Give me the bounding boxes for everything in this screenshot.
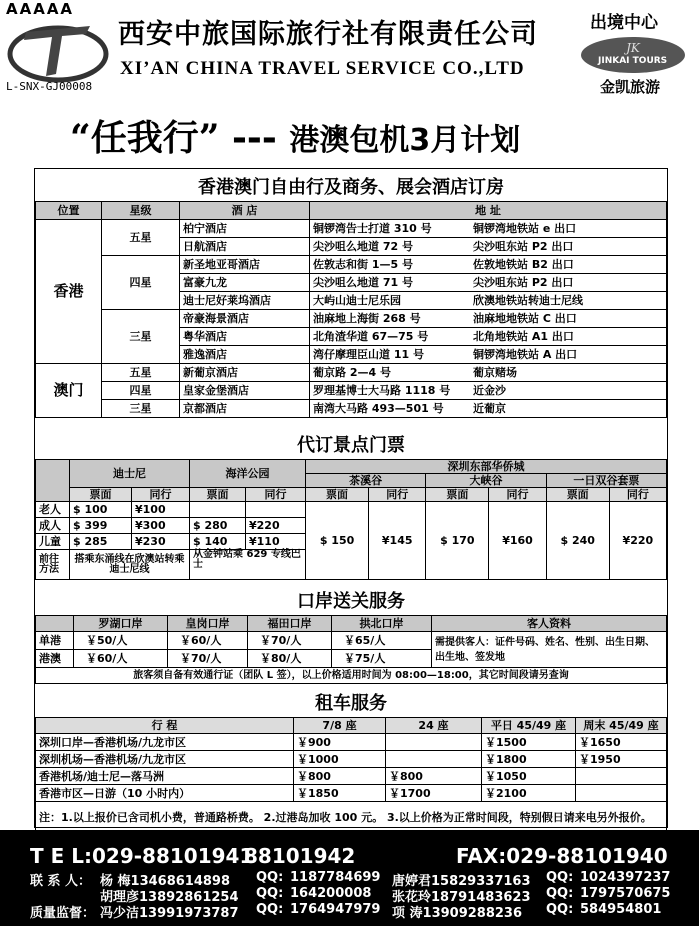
car-header: 周末 45/49 座 — [576, 718, 667, 734]
hotel-station: 葡京赌场 — [473, 366, 517, 379]
hotel-station: 欣澳地铁站转迪士尼线 — [473, 294, 583, 307]
col-peer: 同行 — [489, 488, 546, 502]
border-price: ￥70/人 — [168, 650, 248, 668]
hotel-station: 北角地铁站 A1 出口 — [473, 330, 574, 343]
hotel-station: 铜锣湾地铁站 A 出口 — [473, 348, 578, 361]
border-price: ￥65/人 — [332, 632, 432, 650]
hotel-street: 尖沙咀么地道 72 号 — [313, 240, 413, 253]
car-row — [36, 751, 667, 768]
ticket-price: $ 150 — [306, 502, 369, 580]
content-frame — [34, 168, 668, 828]
border-price: ￥60/人 — [168, 632, 248, 650]
car-price: ￥2100 — [482, 785, 576, 802]
hotel-street: 大屿山迪士尼乐园 — [313, 294, 401, 307]
qq-number: 1797570675 — [580, 886, 671, 901]
car-row — [36, 734, 667, 751]
svg-text:JK: JK — [626, 41, 640, 55]
qq-number: 1187784699 — [290, 870, 381, 885]
col-peer: 同行 — [609, 488, 666, 502]
ticket-row-label: 儿童 — [36, 534, 70, 550]
col-ticket: 票面 — [306, 488, 369, 502]
contact-name: 张花玲18791483623 — [392, 890, 531, 905]
contact-name: 冯少洁13991973787 — [100, 906, 239, 921]
border-table — [35, 615, 667, 684]
col-peer: 同行 — [132, 488, 190, 502]
col-peer: 同行 — [246, 488, 306, 502]
hotels-header-location: 位置 — [36, 202, 102, 220]
hotel-name: 日航酒店 — [180, 238, 310, 256]
hotel-address — [310, 382, 667, 400]
title-dashes: --- — [231, 118, 277, 159]
tel-label: T E L: — [30, 844, 92, 868]
hotel-name: 富豪九龙 — [180, 274, 310, 292]
title-subtitle: 港澳包机3月计划 — [289, 123, 521, 158]
ticket-price: $ 285 — [70, 534, 132, 550]
border-note: 旅客须自备有效通行证（团队 L 签），以上价格适用时间为 08:00—18:00，其它时间段请另查询 — [36, 668, 667, 684]
ticket-price: $ 170 — [426, 502, 489, 580]
car-price: ￥1050 — [482, 768, 576, 785]
park-disney: 迪士尼 — [70, 460, 190, 488]
col-ticket: 票面 — [70, 488, 132, 502]
rating-label: AAAAA — [6, 0, 75, 18]
hotels-title: 香港澳门自由行及商务、展会酒店订房 — [198, 177, 504, 198]
border-row-label: 港澳 — [36, 650, 74, 668]
region-hk: 香港 — [36, 220, 102, 364]
hotel-name: 京都酒店 — [180, 400, 310, 418]
border-price: ￥70/人 — [248, 632, 332, 650]
hotels-table — [35, 201, 667, 418]
hotel-street: 湾仔摩理臣山道 11 号 — [313, 348, 424, 361]
ticket-price: ¥100 — [132, 502, 190, 518]
hotel-station: 油麻地地铁站 C 出口 — [473, 312, 577, 325]
cits-logo-icon — [6, 14, 110, 86]
car-price — [386, 751, 482, 768]
hotel-row — [36, 220, 667, 238]
ticket-price: ¥220 — [246, 518, 306, 534]
hotel-star: 三星 — [102, 310, 180, 364]
hotel-station: 尖沙咀东站 P2 出口 — [473, 240, 574, 253]
jinkai-logo — [578, 34, 688, 96]
hotel-name: 粤华酒店 — [180, 328, 310, 346]
footer — [0, 830, 699, 926]
car-note: 注：1.以上报价已含司机小费，普通路桥费。 2.过港岛加收 100 元。 3.以上价格为正常时间段，特别假日请来电另外报价。 — [36, 802, 667, 834]
tel-1: 029-88101941 — [92, 844, 254, 868]
hotel-address — [310, 292, 667, 310]
qq-label: QQ: — [256, 886, 284, 901]
hotel-station: 近葡京 — [473, 402, 506, 415]
ticket-price: ¥160 — [489, 502, 546, 580]
border-info: 需提供客人：证件号码、姓名、性别、出生日期、出生地、签发地 — [432, 632, 667, 668]
hotel-star: 四星 — [102, 256, 180, 310]
hotel-name: 柏宁酒店 — [180, 220, 310, 238]
port-huanggang: 皇岗口岸 — [168, 616, 248, 632]
hotel-row — [36, 400, 667, 418]
hotel-star: 五星 — [102, 364, 180, 382]
car-price: ￥800 — [386, 768, 482, 785]
car-price: ￥800 — [294, 768, 386, 785]
car-header: 平日 45/49 座 — [482, 718, 576, 734]
port-gongbei: 拱北口岸 — [332, 616, 432, 632]
car-price: ￥900 — [294, 734, 386, 751]
car-price: ￥1500 — [482, 734, 576, 751]
hotel-station: 尖沙咀东站 P2 出口 — [473, 276, 574, 289]
ticket-price: ¥230 — [132, 534, 190, 550]
car-header: 7/8 座 — [294, 718, 386, 734]
hotel-street: 罗理基博士大马路 1118 号 — [313, 384, 451, 397]
info-header: 客人资料 — [432, 616, 667, 632]
car-route: 深圳口岸—香港机场/九龙市区 — [36, 734, 294, 751]
car-title: 租车服务 — [315, 693, 387, 714]
page-title — [70, 110, 650, 161]
hotel-row — [36, 364, 667, 382]
ticket-price — [190, 502, 246, 518]
subpark-canyon: 大峡谷 — [426, 474, 546, 488]
ticket-price: ¥145 — [369, 502, 426, 580]
hotel-station: 近金沙 — [473, 384, 506, 397]
tickets-table — [35, 459, 667, 580]
ticket-price: $ 280 — [190, 518, 246, 534]
qq-label: QQ: — [546, 902, 574, 917]
border-row-label: 单港 — [36, 632, 74, 650]
contact-name: 胡理彦13892861254 — [100, 890, 239, 905]
qq-number: 1764947979 — [290, 902, 381, 917]
park-ocean: 海洋公园 — [190, 460, 306, 488]
outbound-center-label: 出境中心 — [590, 13, 658, 33]
hotel-station: 铜锣湾地铁站 e 出口 — [473, 222, 577, 235]
tel-2: 88101942 — [244, 844, 356, 868]
jinkai-en: JINKAI TOURS — [598, 56, 668, 66]
contact-name: 杨 梅13468614898 — [100, 874, 231, 889]
ticket-price: ¥300 — [132, 518, 190, 534]
car-price: ￥1850 — [294, 785, 386, 802]
route-ocean: 从金钟站乘 629 专线巴士 — [190, 550, 306, 580]
hotel-street: 北角渣华道 67—75 号 — [313, 330, 429, 343]
ticket-price: $ 240 — [546, 502, 609, 580]
document-code: L-SNX-GJ00008 — [6, 80, 93, 93]
hotel-address — [310, 256, 667, 274]
ticket-price: ¥110 — [246, 534, 306, 550]
ticket-row-label: 老人 — [36, 502, 70, 518]
ticket-price: $ 140 — [190, 534, 246, 550]
col-ticket: 票面 — [546, 488, 609, 502]
jinkai-badge-icon — [578, 34, 688, 76]
hotel-street: 佐敦志和街 1—5 号 — [313, 258, 413, 271]
car-price: ￥1700 — [386, 785, 482, 802]
hotel-name: 雅逸酒店 — [180, 346, 310, 364]
hotel-name: 皇家金堡酒店 — [180, 382, 310, 400]
ticket-price — [246, 502, 306, 518]
col-ticket: 票面 — [190, 488, 246, 502]
supervise-label: 质量监督： — [30, 906, 96, 921]
qq-label: QQ: — [256, 902, 284, 917]
border-price: ￥50/人 — [74, 632, 168, 650]
qq-number: 164200008 — [290, 886, 372, 901]
car-header: 行 程 — [36, 718, 294, 734]
hotel-name: 新圣地亚哥酒店 — [180, 256, 310, 274]
hotels-header-star: 星级 — [102, 202, 180, 220]
contact-label: 联 系 人： — [30, 874, 92, 889]
qq-label: QQ: — [256, 870, 284, 885]
hotels-header-address: 地 址 — [310, 202, 667, 220]
car-price — [576, 785, 667, 802]
col-ticket: 票面 — [426, 488, 489, 502]
port-luohu: 罗湖口岸 — [74, 616, 168, 632]
hotel-address — [310, 346, 667, 364]
hotel-name: 帝豪海景酒店 — [180, 310, 310, 328]
hotel-street: 尖沙咀么地道 71 号 — [313, 276, 413, 289]
route-disney: 搭乘东涌线在欣澳站转乘迪士尼线 — [70, 550, 190, 580]
qq-number: 1024397237 — [580, 870, 671, 885]
hotel-row — [36, 310, 667, 328]
border-corner — [36, 616, 74, 632]
hotel-address — [310, 328, 667, 346]
car-price — [386, 734, 482, 751]
border-price: ￥60/人 — [74, 650, 168, 668]
region-macau: 澳门 — [36, 364, 102, 418]
ticket-price: $ 100 — [70, 502, 132, 518]
subpark-combo: 一日双谷套票 — [546, 474, 666, 488]
hotel-star: 四星 — [102, 382, 180, 400]
ticket-price: $ 399 — [70, 518, 132, 534]
hotel-star: 五星 — [102, 220, 180, 256]
tickets-title: 代订景点门票 — [297, 435, 405, 456]
car-table — [35, 717, 667, 834]
contact-name: 项 涛13909288236 — [392, 906, 523, 921]
car-row — [36, 768, 667, 785]
qq-number: 584954801 — [580, 902, 662, 917]
ticket-row-label: 成人 — [36, 518, 70, 534]
border-price: ￥75/人 — [332, 650, 432, 668]
park-oct: 深圳东部华侨城 — [306, 460, 667, 474]
port-futian: 福田口岸 — [248, 616, 332, 632]
col-peer: 同行 — [369, 488, 426, 502]
hotel-street: 油麻地上海街 268 号 — [313, 312, 421, 325]
hotel-address — [310, 274, 667, 292]
hotels-header-hotel: 酒 店 — [180, 202, 310, 220]
title-quote: “任我行” — [70, 117, 220, 159]
car-route: 深圳机场—香港机场/九龙市区 — [36, 751, 294, 768]
hotel-street: 葡京路 2—4 号 — [313, 366, 391, 379]
hotel-address — [310, 220, 667, 238]
qq-label: QQ: — [546, 870, 574, 885]
hotel-address — [310, 238, 667, 256]
hotel-street: 铜锣湾告士打道 310 号 — [313, 222, 432, 235]
car-price — [576, 768, 667, 785]
car-row — [36, 785, 667, 802]
qq-label: QQ: — [546, 886, 574, 901]
hotel-row — [36, 256, 667, 274]
fax: FAX:029-88101940 — [456, 844, 668, 868]
border-title: 口岸送关服务 — [297, 591, 405, 612]
jinkai-cn: 金凯旅游 — [600, 78, 661, 96]
tickets-corner — [36, 460, 70, 502]
hotel-address — [310, 400, 667, 418]
car-header: 24 座 — [386, 718, 482, 734]
border-price: ￥80/人 — [248, 650, 332, 668]
hotel-street: 南湾大马路 493—501 号 — [313, 402, 444, 415]
car-price: ￥1800 — [482, 751, 576, 768]
hotel-row — [36, 382, 667, 400]
car-price: ￥1650 — [576, 734, 667, 751]
contact-name: 唐婷君15829337163 — [392, 874, 531, 889]
car-route: 香港机场/迪士尼—落马洲 — [36, 768, 294, 785]
hotel-address — [310, 364, 667, 382]
company-name-en: XI’AN CHINA TRAVEL SERVICE CO.,LTD — [120, 58, 525, 79]
subpark-tea: 茶溪谷 — [306, 474, 426, 488]
hotel-star: 三星 — [102, 400, 180, 418]
hotel-name: 新葡京酒店 — [180, 364, 310, 382]
car-price: ￥1950 — [576, 751, 667, 768]
hotel-address — [310, 310, 667, 328]
hotel-station: 佐敦地铁站 B2 出口 — [473, 258, 574, 271]
ticket-price: ¥220 — [609, 502, 666, 580]
car-route: 香港市区—日游（10 小时内） — [36, 785, 294, 802]
car-price: ￥1000 — [294, 751, 386, 768]
hotel-name: 迪士尼好莱坞酒店 — [180, 292, 310, 310]
route-label: 前往方法 — [36, 550, 70, 580]
company-name-cn: 西安中旅国际旅行社有限责任公司 — [118, 19, 538, 50]
